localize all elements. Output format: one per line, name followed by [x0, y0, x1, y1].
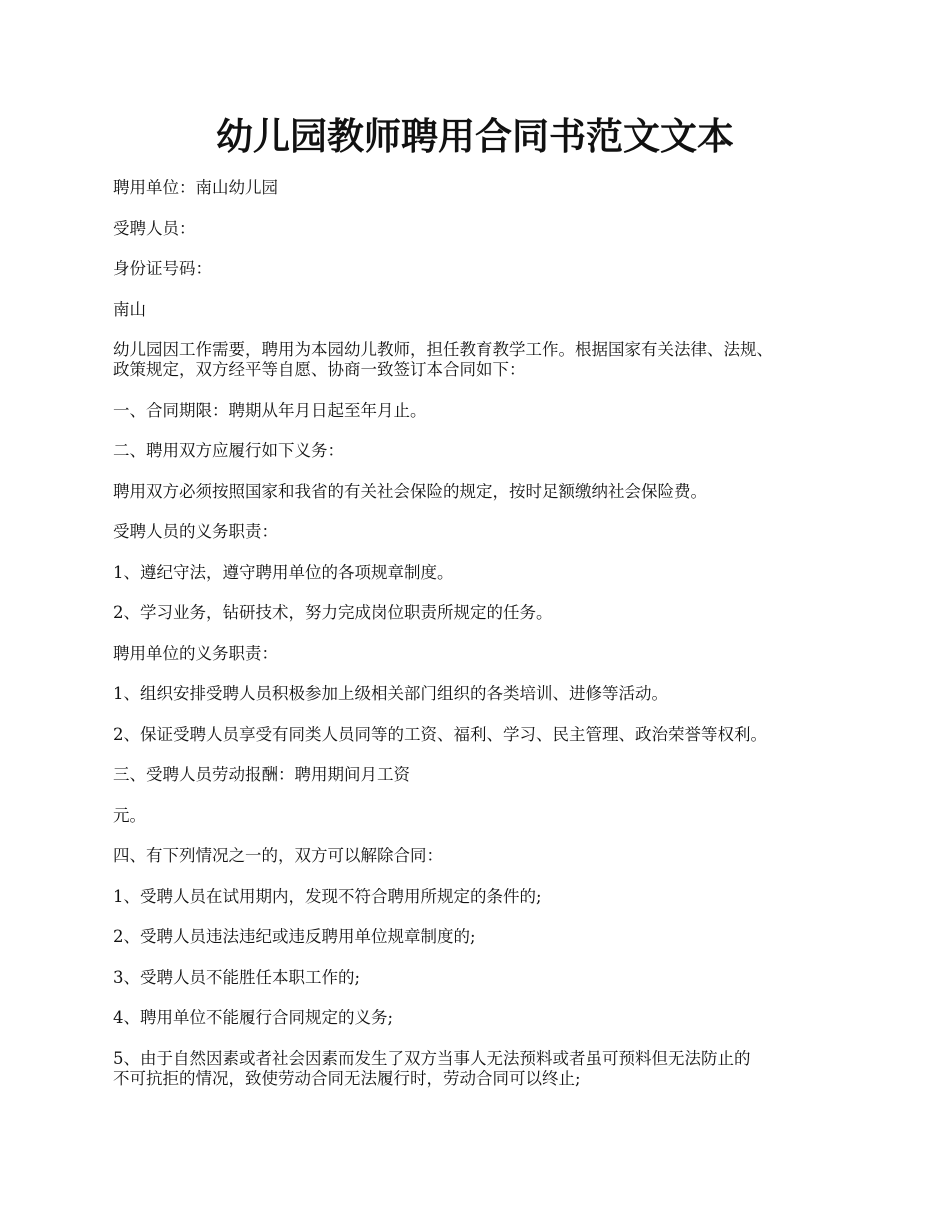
paragraph-line: 幼儿园因工作需要，聘用为本园幼儿教师，担任教育教学工作。根据国家有关法律、法规、	[113, 340, 773, 359]
document-title: 幼儿园教师聘用合同书范文文本	[216, 114, 734, 158]
paragraph-employee-duty-2	[113, 603, 858, 623]
paragraph-line: 三、受聘人员劳动报酬：聘用期间月工资	[113, 765, 410, 784]
paragraph-employer-duty-2	[113, 725, 858, 745]
paragraph-termination-1	[113, 887, 858, 907]
document-body	[113, 178, 858, 1109]
paragraph-line: 聘用单位的义务职责：	[113, 643, 278, 663]
paragraph-line: 5、由于自然因素或者社会因素而发生了双方当事人无法预料或者虽可预料但无法防止的	[113, 1048, 751, 1068]
paragraph-id-number	[113, 259, 858, 279]
paragraph-line: 1、受聘人员在试用期内，发现不符合聘用所规定的条件的;	[113, 886, 542, 906]
paragraph-line: 1、组织安排受聘人员积极参加上级相关部门组织的各类培训、进修等活动。	[113, 684, 668, 703]
paragraph-termination-4	[113, 1008, 858, 1028]
paragraph-employee-duties	[113, 522, 858, 542]
paragraph-termination-2	[113, 927, 858, 947]
paragraph-employee-duty-1	[113, 563, 858, 583]
paragraph-employer-duty-1	[113, 684, 858, 704]
paragraph-line: 元。	[113, 805, 146, 825]
paragraph-line: 四、有下列情况之一的，双方可以解除合同：	[113, 846, 443, 865]
paragraph-line: 1、遵纪守法，遵守聘用单位的各项规章制度。	[113, 562, 454, 582]
paragraph-line: 4、聘用单位不能履行合同规定的义务;	[113, 1008, 394, 1027]
paragraph-line: 2、学习业务，钻研技术，努力完成岗位职责所规定的任务。	[113, 603, 553, 622]
paragraph-nanshan	[113, 300, 858, 320]
paragraph-line: 2、受聘人员违法违纪或违反聘用单位规章制度的;	[113, 927, 476, 946]
paragraph-line: 不可抗拒的情况，致使劳动合同无法履行时，劳动合同可以终止;	[113, 1068, 581, 1088]
paragraph-termination-5	[113, 1049, 858, 1089]
paragraph-section-4	[113, 846, 858, 866]
paragraph-line: 3、受聘人员不能胜任本职工作的;	[113, 967, 361, 987]
paragraph-salary-unit	[113, 806, 858, 826]
paragraph-line: 身份证号码：	[113, 259, 212, 278]
paragraph-line: 一、合同期限：聘期从年月日起至年月止。	[113, 400, 427, 420]
paragraph-line: 政策规定，双方经平等自愿、协商一致签订本合同如下：	[113, 360, 526, 379]
paragraph-section-1	[113, 401, 858, 421]
paragraph-insurance	[113, 482, 858, 502]
paragraph-line: 聘用双方必须按照国家和我省的有关社会保险的规定，按时足额缴纳社会保险费。	[113, 481, 707, 501]
paragraph-line: 受聘人员的义务职责：	[113, 522, 278, 541]
paragraph-termination-3	[113, 968, 858, 988]
paragraph-employee	[113, 219, 858, 239]
paragraph-line: 受聘人员：	[113, 218, 196, 238]
paragraph-line: 二、聘用双方应履行如下义务：	[113, 441, 344, 460]
paragraph-line: 南山	[113, 299, 146, 319]
paragraph-line: 聘用单位：南山幼儿园	[113, 178, 278, 197]
paragraph-employer	[113, 178, 858, 198]
paragraph-intro	[113, 340, 858, 380]
paragraph-section-3	[113, 765, 858, 785]
paragraph-employer-duties	[113, 644, 858, 664]
paragraph-line: 2、保证受聘人员享受有同类人员同等的工资、福利、学习、民主管理、政治荣誉等权利。	[113, 724, 767, 744]
paragraph-section-2	[113, 441, 858, 461]
